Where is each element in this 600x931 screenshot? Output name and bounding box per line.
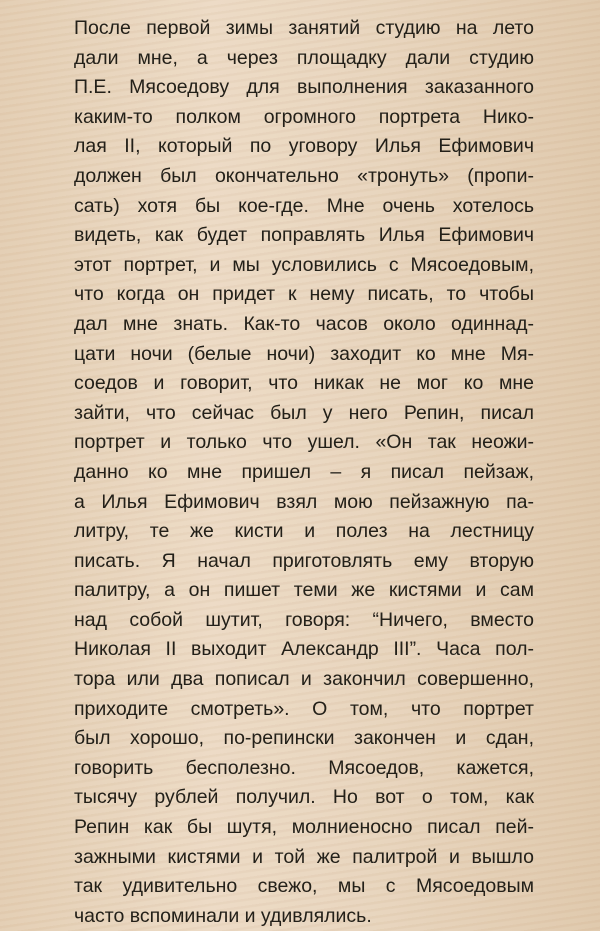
text-line: П.Е. Мясоедову для выполнения заказанного [74, 76, 534, 99]
text-line: должен был окончательно «тронуть» (пропи- [74, 164, 534, 187]
text-line: портрет и только что ушел. «Он так неожи- [74, 431, 534, 454]
text-line: говорить бесполезно. Мясоедов, кажется, [74, 756, 534, 779]
text-line: что когда он придет к нему писать, то чтобы [74, 283, 534, 306]
text-line: так удивительно свежо, мы с Мясоедовым [74, 875, 534, 898]
text-line: цати ночи (белые ночи) заходит ко мне Мя- [74, 342, 534, 365]
text-block [74, 14, 534, 931]
text-line: Николая II выходит Александр III”. Часа пол- [74, 638, 534, 661]
text-line: дали мне, а через площадку дали студию [74, 46, 534, 69]
text-line: а Илья Ефимович взял мою пейзажную па- [74, 490, 534, 513]
text-line: данно ко мне пришел – я писал пейзаж, [74, 460, 534, 483]
text-line: литру, те же кисти и полез на лестницу [74, 520, 534, 543]
text-line: видеть, как будет поправлять Илья Ефимович [74, 224, 534, 247]
text-line: тысячу рублей получил. Но вот о том, как [74, 786, 534, 809]
text-line: часто вспоминали и удивлялись. [74, 904, 372, 927]
text-line: над собой шутит, говоря: “Ничего, вместо [74, 608, 534, 631]
text-line: писать. Я начал приготовлять ему вторую [74, 549, 534, 572]
text-line: был хорошо, по-репински закончен и сдан, [74, 727, 534, 750]
text-line: зажными кистями и той же палитрой и вышло [74, 845, 534, 868]
text-line: сать) хотя бы кое-где. Мне очень хотелось [74, 194, 534, 217]
text-line: этот портрет, и мы условились с Мясоедовым, [74, 253, 534, 276]
text-line: Репин как бы шутя, молниеносно писал пей- [74, 816, 534, 839]
text-line: соедов и говорит, что никак не мог ко мне [74, 372, 534, 395]
text-line: лая II, который по уговору Илья Ефимович [74, 135, 534, 158]
text-line: После первой зимы занятий студию на лето [74, 17, 534, 39]
text-line: тора или два пописал и закончил совершенно, [74, 668, 534, 691]
text-line: дал мне знать. Как-то часов около одиннад- [74, 312, 534, 335]
text-line: зайти, что сейчас был у него Репин, писал [74, 401, 534, 424]
text-line: каким-то полком огромного портрета Нико- [74, 105, 534, 128]
text-line: палитру, а он пишет теми же кистями и сам [74, 579, 534, 602]
text-line: приходите смотреть». О том, что портрет [74, 697, 534, 720]
